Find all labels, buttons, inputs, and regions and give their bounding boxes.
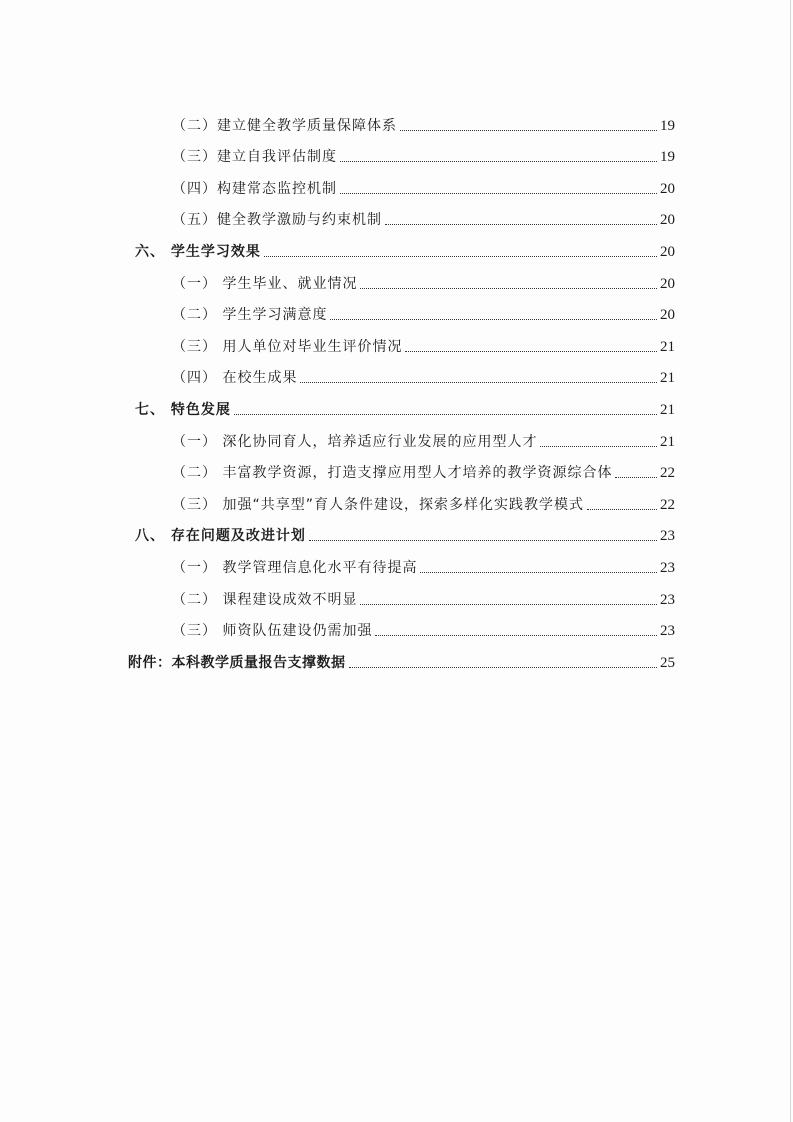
toc-leader-dots [400,130,657,131]
toc-page-number: 20 [660,275,675,292]
toc-page-number: 23 [660,528,675,545]
toc-entry-label: （三） 用人单位对毕业生评价情况 [172,338,403,355]
toc-leader-dots [300,382,657,383]
toc-leader-dots [264,256,657,257]
toc-entry-label: （三） 加强“共享型”育人条件建设，探索多样化实践教学模式 [172,496,584,513]
toc-page-number: 23 [660,623,675,640]
toc-entry-label: 附件：本科教学质量报告支撑数据 [128,654,346,671]
toc-leader-dots [349,667,658,668]
toc-entry[interactable] [0,326,793,358]
toc-entry-label: （五）健全教学激励与约束机制 [172,212,382,229]
toc-entry[interactable] [0,137,793,169]
toc-page-number: 21 [660,370,675,387]
toc-entry-label: （四） 在校生成果 [172,370,298,387]
toc-leader-dots [360,604,657,605]
toc-entry[interactable] [0,168,793,200]
toc-leader-dots [330,319,657,320]
toc-entry[interactable] [0,547,793,579]
toc-entry-label: （二） 课程建设成效不明显 [172,591,358,608]
toc-leader-dots [360,288,657,289]
toc-leader-dots [309,540,657,541]
toc-entry-label: （四）构建常态监控机制 [172,180,337,197]
toc-page-number: 20 [660,243,675,260]
toc-section-entry[interactable] [0,389,793,421]
toc-section-entry[interactable] [0,231,793,263]
toc-page-number: 23 [660,559,675,576]
toc-page-number: 21 [660,433,675,450]
toc-leader-dots [340,161,657,162]
toc-entry-label: （三）建立自我评估制度 [172,149,337,166]
toc-page-number: 20 [660,180,675,197]
toc-page-number: 20 [660,212,675,229]
toc-leader-dots [234,414,657,415]
toc-leader-dots [420,572,657,573]
toc-entry-label: （二） 丰富教学资源，打造支撑应用型人才培养的教学资源综合体 [172,465,613,482]
toc-entry-label: （二） 学生学习满意度 [172,307,328,324]
toc-entry[interactable] [0,295,793,327]
toc-entry[interactable] [0,105,793,137]
toc-page-number: 19 [660,149,675,166]
toc-entry[interactable] [0,484,793,516]
toc-leader-dots [615,477,657,478]
toc-entry[interactable] [0,611,793,643]
toc-entry-label: （一） 学生毕业、就业情况 [172,275,358,292]
toc-entry[interactable] [0,579,793,611]
toc-leader-dots [385,224,657,225]
toc-leader-dots [405,351,657,352]
toc-section-entry[interactable] [0,516,793,548]
toc-page-number: 23 [660,591,675,608]
toc-page-number: 19 [660,117,675,134]
toc-page-number: 22 [660,465,675,482]
toc-entry[interactable] [0,358,793,390]
toc-page-number: 22 [660,496,675,513]
toc-entry-label: （一） 教学管理信息化水平有待提高 [172,559,418,576]
table-of-contents [0,105,793,674]
toc-entry-label: （三） 师资队伍建设仍需加强 [172,623,373,640]
toc-page-number: 21 [660,338,675,355]
toc-page-number: 20 [660,307,675,324]
toc-entry[interactable] [0,453,793,485]
toc-leader-dots [340,193,657,194]
toc-entry[interactable] [0,421,793,453]
toc-page-number: 21 [660,401,675,418]
toc-appendix-entry[interactable] [0,642,793,674]
toc-leader-dots [540,446,657,447]
toc-entry-label: （二）建立健全教学质量保障体系 [172,117,397,134]
toc-page-number: 25 [660,654,675,671]
toc-leader-dots [375,635,657,636]
toc-entry-label: （一） 深化协同育人，培养适应行业发展的应用型人才 [172,433,538,450]
toc-entry-label: 八、 存在问题及改进计划 [135,528,306,545]
toc-entry-label: 六、 学生学习效果 [135,243,261,260]
toc-leader-dots [587,509,657,510]
toc-entry-label: 七、 特色发展 [135,401,231,418]
toc-entry[interactable] [0,263,793,295]
toc-entry[interactable] [0,200,793,232]
